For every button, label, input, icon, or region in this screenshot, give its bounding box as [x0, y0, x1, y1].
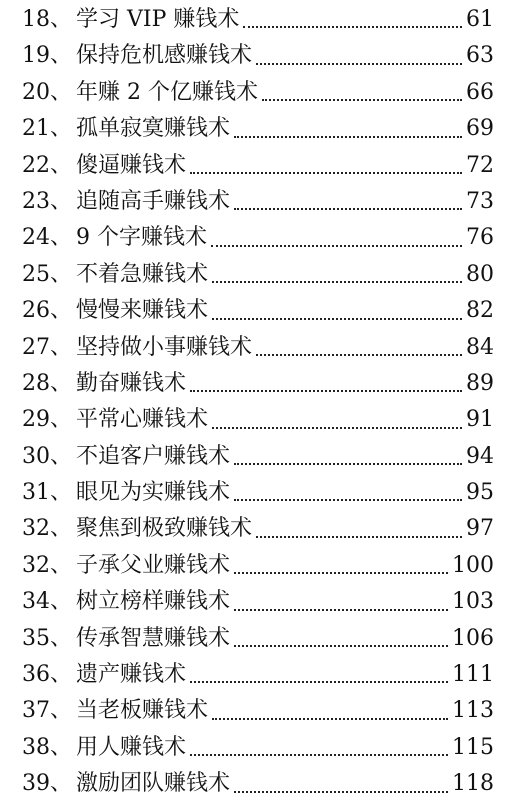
toc-entry[interactable] [22, 693, 494, 729]
dot-leader [234, 644, 448, 647]
dot-leader [243, 25, 462, 28]
dot-leader [190, 680, 448, 683]
entry-title: 用人赚钱术 [76, 734, 187, 760]
entry-number: 34、 [22, 589, 72, 615]
entry-page-number: 66 [466, 79, 494, 105]
entry-page-number: 113 [452, 698, 494, 724]
entry-number: 38、 [22, 734, 72, 760]
toc-entry[interactable] [22, 111, 494, 147]
entry-number: 32、 [22, 516, 72, 542]
entry-page-number: 95 [466, 480, 494, 506]
entry-number: 18、 [22, 6, 72, 32]
toc-entry[interactable] [22, 330, 494, 366]
entry-number: 29、 [22, 407, 72, 433]
entry-page-number: 69 [466, 116, 494, 142]
toc-entry[interactable] [22, 257, 494, 293]
entry-title: 追随高手赚钱术 [76, 188, 231, 214]
entry-title: 9 个字赚钱术 [76, 225, 207, 251]
entry-number: 19、 [22, 43, 72, 69]
entry-title: 坚持做小事赚钱术 [76, 334, 253, 360]
dot-leader [256, 62, 462, 65]
toc-entry[interactable] [22, 621, 494, 657]
entry-number: 39、 [22, 771, 72, 797]
dot-leader [234, 790, 448, 793]
entry-page-number: 76 [466, 225, 494, 251]
entry-title: 不着急赚钱术 [76, 261, 209, 287]
entry-number: 28、 [22, 370, 72, 396]
toc-entry[interactable] [22, 766, 494, 802]
dot-leader [256, 353, 462, 356]
entry-page-number: 63 [466, 43, 494, 69]
entry-page-number: 94 [466, 443, 494, 469]
entry-page-number: 73 [466, 188, 494, 214]
entry-title: 平常心赚钱术 [76, 407, 209, 433]
toc-entry[interactable] [22, 657, 494, 693]
toc-entry[interactable] [22, 730, 494, 766]
entry-page-number: 61 [466, 6, 494, 32]
entry-number: 27、 [22, 334, 72, 360]
entry-page-number: 100 [452, 552, 494, 578]
entry-page-number: 115 [452, 734, 494, 760]
dot-leader [234, 462, 462, 465]
entry-title: 子承父业赚钱术 [76, 552, 231, 578]
dot-leader [211, 244, 462, 247]
toc-entry[interactable] [22, 38, 494, 74]
toc-entry[interactable] [22, 148, 494, 184]
entry-title: 傻逼赚钱术 [76, 152, 187, 178]
entry-page-number: 97 [466, 516, 494, 542]
dot-leader [256, 535, 462, 538]
entry-number: 30、 [22, 443, 72, 469]
dot-leader [190, 171, 462, 174]
toc-entry[interactable] [22, 475, 494, 511]
entry-page-number: 82 [466, 298, 494, 324]
entry-title: 保持危机感赚钱术 [76, 43, 253, 69]
entry-page-number: 84 [466, 334, 494, 360]
toc-entry[interactable] [22, 293, 494, 329]
entry-page-number: 72 [466, 152, 494, 178]
entry-number: 25、 [22, 261, 72, 287]
entry-title: 勤奋赚钱术 [76, 370, 187, 396]
entry-number: 23、 [22, 188, 72, 214]
dot-leader [234, 498, 462, 501]
dot-leader [234, 207, 462, 210]
toc-entry[interactable] [22, 548, 494, 584]
entry-page-number: 111 [452, 662, 494, 688]
entry-page-number: 103 [452, 589, 494, 615]
entry-title: 当老板赚钱术 [76, 698, 209, 724]
toc-entry[interactable] [22, 439, 494, 475]
entry-page-number: 118 [452, 771, 494, 797]
entry-title: 学习 VIP 赚钱术 [76, 6, 240, 32]
dot-leader [262, 98, 462, 101]
toc-entry[interactable] [22, 402, 494, 438]
toc-entry[interactable] [22, 75, 494, 111]
entry-title: 聚焦到极致赚钱术 [76, 516, 253, 542]
entry-number: 26、 [22, 298, 72, 324]
entry-title: 树立榜样赚钱术 [76, 589, 231, 615]
entry-page-number: 91 [466, 407, 494, 433]
dot-leader [190, 389, 462, 392]
entry-title: 不追客户赚钱术 [76, 443, 231, 469]
entry-number: 36、 [22, 662, 72, 688]
dot-leader [212, 317, 462, 320]
entry-title: 遗产赚钱术 [76, 662, 187, 688]
entry-title: 激励团队赚钱术 [76, 771, 231, 797]
table-of-contents [22, 2, 494, 803]
entry-number: 20、 [22, 79, 72, 105]
dot-leader [234, 608, 448, 611]
entry-page-number: 80 [466, 261, 494, 287]
entry-number: 37、 [22, 698, 72, 724]
toc-entry[interactable] [22, 584, 494, 620]
entry-number: 35、 [22, 625, 72, 651]
entry-number: 32、 [22, 552, 72, 578]
dot-leader [234, 571, 448, 574]
entry-title: 慢慢来赚钱术 [76, 298, 209, 324]
toc-entry[interactable] [22, 366, 494, 402]
toc-entry[interactable] [22, 511, 494, 547]
toc-entry[interactable] [22, 220, 494, 256]
toc-entry[interactable] [22, 184, 494, 220]
dot-leader [212, 426, 462, 429]
entry-title: 孤单寂寞赚钱术 [76, 116, 231, 142]
toc-entry[interactable] [22, 2, 494, 38]
entry-page-number: 106 [452, 625, 494, 651]
dot-leader [212, 717, 448, 720]
dot-leader [212, 280, 462, 283]
dot-leader [234, 135, 462, 138]
entry-title: 眼见为实赚钱术 [76, 480, 231, 506]
entry-page-number: 89 [466, 370, 494, 396]
entry-number: 24、 [22, 225, 72, 251]
entry-title: 年赚 2 个亿赚钱术 [76, 79, 258, 105]
entry-title: 传承智慧赚钱术 [76, 625, 231, 651]
dot-leader [190, 753, 448, 756]
entry-number: 21、 [22, 116, 72, 142]
entry-number: 22、 [22, 152, 72, 178]
entry-number: 31、 [22, 480, 72, 506]
